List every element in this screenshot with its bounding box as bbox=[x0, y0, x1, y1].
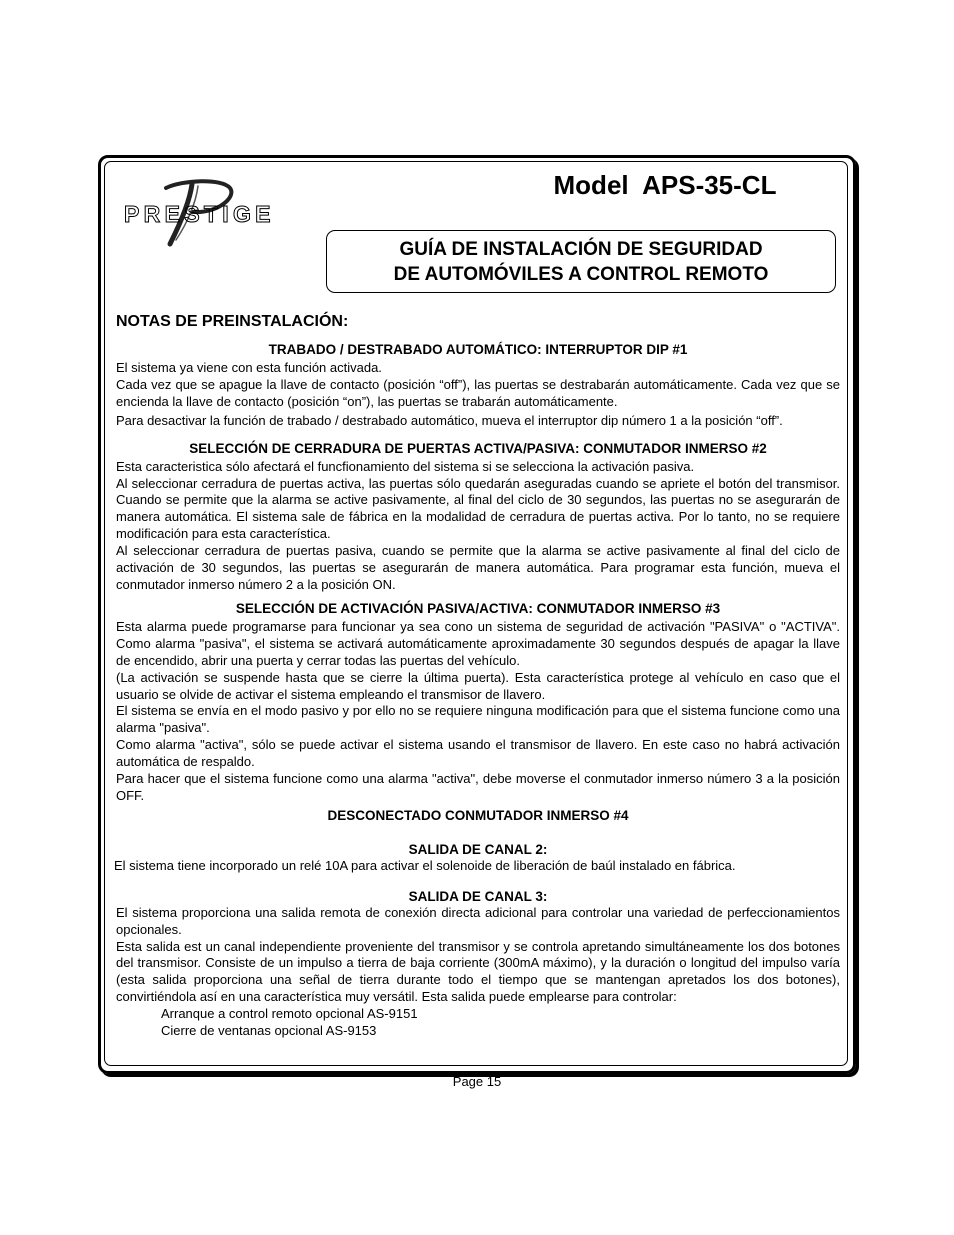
paragraph: Cada vez que se apague la llave de contacto (posición “off”), las puertas se destrabarán automáticamente. Cada vez que se encienda la llave de contacto (posición “on”), las puertas se trabarán automáticamente. bbox=[116, 376, 840, 409]
canal2-title: SALIDA DE CANAL 2: bbox=[408, 841, 548, 857]
paragraph: Para hacer que el sistema funcione como una alarma "activa", debe moverse el conmutador inmerso número 3 a la posición OFF. bbox=[116, 771, 840, 803]
guide-title-line-2: DE AUTOMÓVILES A CONTROL REMOTO bbox=[393, 263, 769, 285]
paragraph: Esta caracteristica sólo afectará el funcfionamiento del sistema si se selecciona la activación pasiva. bbox=[116, 458, 695, 474]
paragraph: Al seleccionar cerradura de puertas activa, las puertas sólo quedarán aseguradas cuando se apriete el botón del transmisor. Cuando se permite que la alarma se active pasivamente, al final del ciclo de 30 segundos, las puertas no se asegurarán de manera automática. El sistema sale de fábrica en la modalidad de cerradura de puertas activa. Por lo tanto, no se requiere modificación para esta característica. bbox=[116, 475, 840, 542]
section-title: TRABADO / DESTRABADO AUTOMÁTICO: INTERRUPTOR DIP #1 bbox=[268, 342, 688, 357]
section-title: SELECCIÓN DE ACTIVACIÓN PASIVA/ACTIVA: CONMUTADOR INMERSO #3 bbox=[235, 600, 721, 616]
paragraph: El sistema se envía en el modo pasivo y por ello no se requiere ninguna modificación para que el sistema funcione como una alarma "pasiva". bbox=[116, 703, 840, 736]
content bbox=[116, 311, 840, 1040]
dip4-title: DESCONECTADO CONMUTADOR INMERSO #4 bbox=[327, 807, 629, 823]
list-item: Arranque a control remoto opcional AS-9151 bbox=[161, 1006, 418, 1022]
canal2-text: El sistema tiene incorporado un relé 10A para activar el solenoide de liberación de baúl instalado en fábrica. bbox=[114, 857, 736, 873]
paragraph: El sistema proporciona una salida remota de conexión directa adicional para controlar una variedad de perfeccionamientos opcionales. bbox=[116, 904, 840, 937]
prestige-logo bbox=[122, 178, 272, 250]
section-canal2 bbox=[116, 841, 840, 875]
paragraph: (La activación se suspende hasta que se cierre la última puerta). Esta característica protege al vehículo en caso que el usuario se olvide de activar el sistema empleando el transmisor de llavero. bbox=[116, 669, 840, 702]
list-item: Cierre de ventanas opcional AS-9153 bbox=[161, 1023, 377, 1039]
section-canal3 bbox=[116, 888, 840, 1040]
guide-title-box bbox=[326, 230, 836, 293]
paragraph: Esta salida est un canal independiente proveniente del transmisor y se controla apretando simultáneamente los dos botones del transmisor. Consiste de un impulso a tierra de baja corriente (300mA máximo), y la duración o longitud del impulso varía (esta salida proporciona una señal de tierra durante todo el tiempo que se mantengan apretados los dos botones), convirtiéndola así en una característica muy versátil. Esta salida puede emplearse para controlar: bbox=[116, 938, 840, 1005]
paragraph: Al seleccionar cerradura de puertas pasiva, cuando se permite que la alarma se active pasivamente al final del ciclo de activación de 30 segundos, las puertas se asegurarán de manera automática. Para programar esta función, mueva el conmutador inmerso número 2 a la posición ON. bbox=[116, 543, 840, 592]
paragraph: El sistema ya viene con esta función activada. bbox=[116, 360, 382, 375]
section-dip2 bbox=[116, 440, 840, 594]
paragraph: Para desactivar la función de trabado / destrabado automático, mueva el interruptor dip número 1 a la posición “off”. bbox=[116, 412, 783, 428]
paragraph: Como alarma "activa", sólo se puede activar el sistema usando el transmisor de llavero. En este caso no habrá activación automática de respaldo. bbox=[116, 737, 840, 770]
paragraph: Esta alarma puede programarse para funcionar ya sea cono un sistema de seguridad de activación "PASIVA" o "ACTIVA". Como alarma "pasiva", el sistema se activará automáticamente aproximadamente 30 segundos después de apagar la llave de encendido, abrir una puerta y cerrar todas las puertas del vehículo. bbox=[116, 618, 840, 668]
guide-title-line-1: GUÍA DE INSTALACIÓN DE SEGURIDAD bbox=[399, 238, 763, 260]
page-number: Page 15 bbox=[452, 1074, 502, 1089]
canal3-title: SALIDA DE CANAL 3: bbox=[408, 888, 548, 904]
model-title: Model APS-35-CL bbox=[553, 170, 777, 200]
notes-heading: NOTAS DE PREINSTALACIÓN: bbox=[116, 313, 349, 330]
section-dip1 bbox=[116, 341, 840, 430]
svg-text:PRESTIGE: PRESTIGE bbox=[124, 201, 270, 227]
section-title: SELECCIÓN DE CERRADURA DE PUERTAS ACTIVA/PASIVA: CONMUTADOR INMERSO #2 bbox=[189, 440, 767, 456]
section-dip3 bbox=[116, 600, 840, 805]
